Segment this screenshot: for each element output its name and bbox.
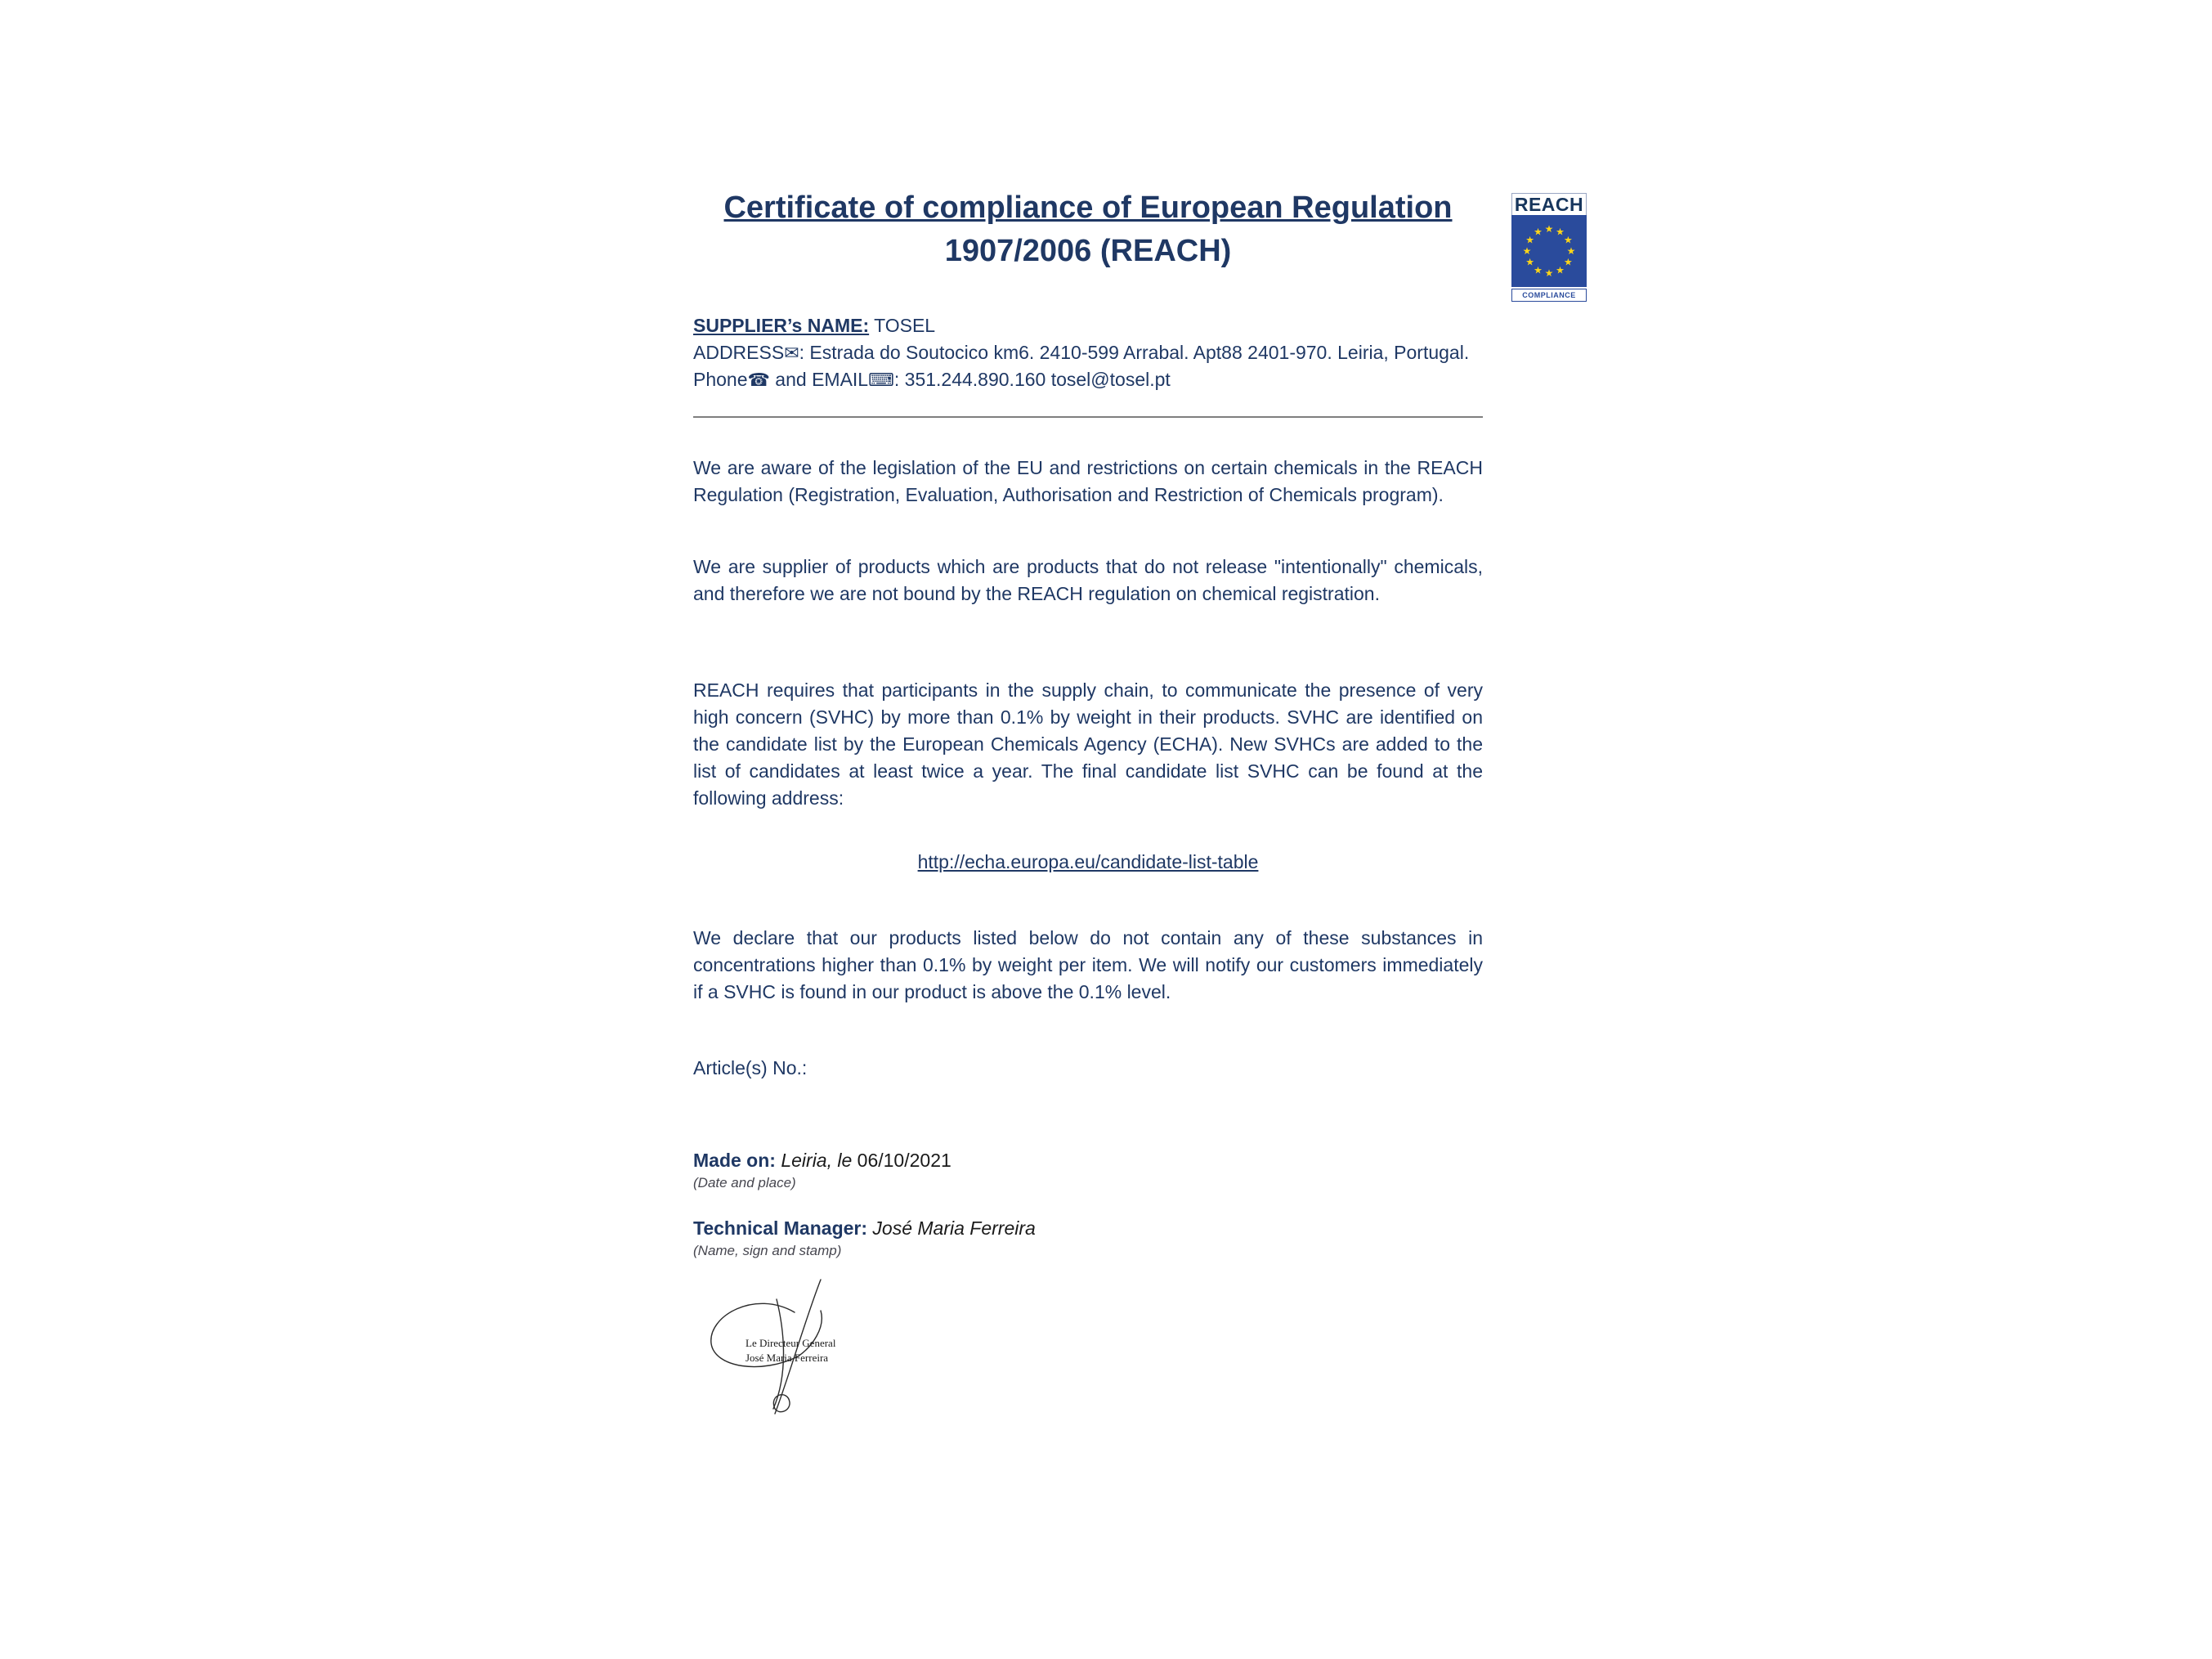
sign-stamp-caption: (Name, sign and stamp) — [693, 1243, 842, 1259]
eu-star-icon: ★ — [1556, 264, 1565, 276]
document-body — [693, 186, 1483, 1417]
title-line-2: 1907/2006 (REACH) — [944, 234, 1232, 269]
computer-icon: ⌨ — [868, 370, 894, 391]
made-on-date: 06/10/2021 — [857, 1150, 952, 1172]
made-on-label: Made on: — [693, 1150, 776, 1172]
made-on-place: Leiria, le — [775, 1150, 857, 1172]
title-line-1: Certificate of compliance of European Regulation — [723, 191, 1453, 225]
reach-logo-title: REACH — [1511, 193, 1587, 215]
signature-name-text: José Maria Ferreira — [746, 1352, 829, 1365]
signature-scribble-icon — [698, 1278, 894, 1417]
eu-star-icon: ★ — [1556, 226, 1565, 238]
eu-star-icon: ★ — [1525, 234, 1535, 246]
address-value: : Estrada do Soutocico km6. 2410-599 Arrabal. Apt88 2401-970. Leiria, Portugal. — [799, 342, 1470, 364]
reach-logo-compliance-label: COMPLIANCE — [1511, 289, 1587, 302]
eu-star-icon: ★ — [1566, 245, 1576, 257]
eu-star-icon: ★ — [1522, 245, 1532, 257]
supplier-contact-line — [693, 366, 1483, 393]
supplier-block — [693, 312, 1483, 393]
supplier-name-label: SUPPLIER’s NAME: — [693, 315, 870, 337]
made-on-line — [693, 1147, 1483, 1174]
eu-star-icon: ★ — [1563, 256, 1573, 268]
eu-star-icon: ★ — [1534, 226, 1543, 238]
paragraph-declaration: We declare that our products listed below do not contain any of these substances in concentrations higher than 0.1% by weight per item. We will notify our customers immediately if a SVHC is found in our product is above the 0.1% level. — [693, 927, 1483, 1003]
reach-compliance-logo — [1511, 193, 1587, 302]
paragraph-awareness: We are aware of the legislation of the EU and restrictions on certain chemicals in the REACH Regulation (Registration, Evaluation, Authorisation and Restriction of Chemicals program). — [693, 457, 1483, 506]
eu-flag-stars — [1511, 215, 1587, 287]
technical-manager-label: Technical Manager: — [693, 1217, 868, 1240]
article-number-label: Article(s) No.: — [693, 1057, 808, 1079]
paragraph-svhc-requirement: REACH requires that participants in the supply chain, to communicate the presence of very high concern (SVHC) by more than 0.1% by weight in their products. SVHC are identified on the candidate list by the European Chemicals Agency (ECHA). New SVHCs are added to the list of candidates at least twice a year. The final candidate list SVHC can be found at the following address: — [693, 679, 1483, 809]
page-title — [693, 186, 1483, 273]
signature-block — [698, 1278, 894, 1417]
eu-star-icon: ★ — [1534, 264, 1543, 276]
contact-value: : 351.244.890.160 tosel@tosel.pt — [893, 369, 1171, 391]
technical-manager-name: José Maria Ferreira — [867, 1217, 1036, 1240]
paragraph-supplier-statement: We are supplier of products which are products that do not release "intentionally" chemicals, and therefore we are not bound by the REACH regulation on chemical registration. — [693, 556, 1483, 605]
divider-rule — [693, 416, 1483, 418]
signature-title-text: Le Directeur General — [746, 1337, 836, 1350]
eu-star-icon: ★ — [1544, 267, 1554, 279]
candidate-list-link-line — [693, 849, 1483, 876]
email-label: and EMAIL — [769, 369, 869, 391]
supplier-name-line — [693, 312, 1483, 339]
supplier-name-value: TOSEL — [869, 315, 936, 337]
address-label: ADDRESS — [693, 342, 785, 364]
eu-star-icon: ★ — [1525, 256, 1535, 268]
phone-icon: ☎ — [747, 370, 770, 391]
supplier-address-line — [693, 339, 1483, 366]
candidate-list-link[interactable]: http://echa.europa.eu/candidate-list-table — [917, 851, 1259, 873]
envelope-icon: ✉ — [784, 343, 799, 364]
technical-manager-line — [693, 1215, 1483, 1242]
eu-star-icon: ★ — [1544, 223, 1554, 235]
phone-label: Phone — [693, 369, 748, 391]
eu-star-icon: ★ — [1563, 234, 1573, 246]
date-place-caption: (Date and place) — [693, 1175, 796, 1191]
